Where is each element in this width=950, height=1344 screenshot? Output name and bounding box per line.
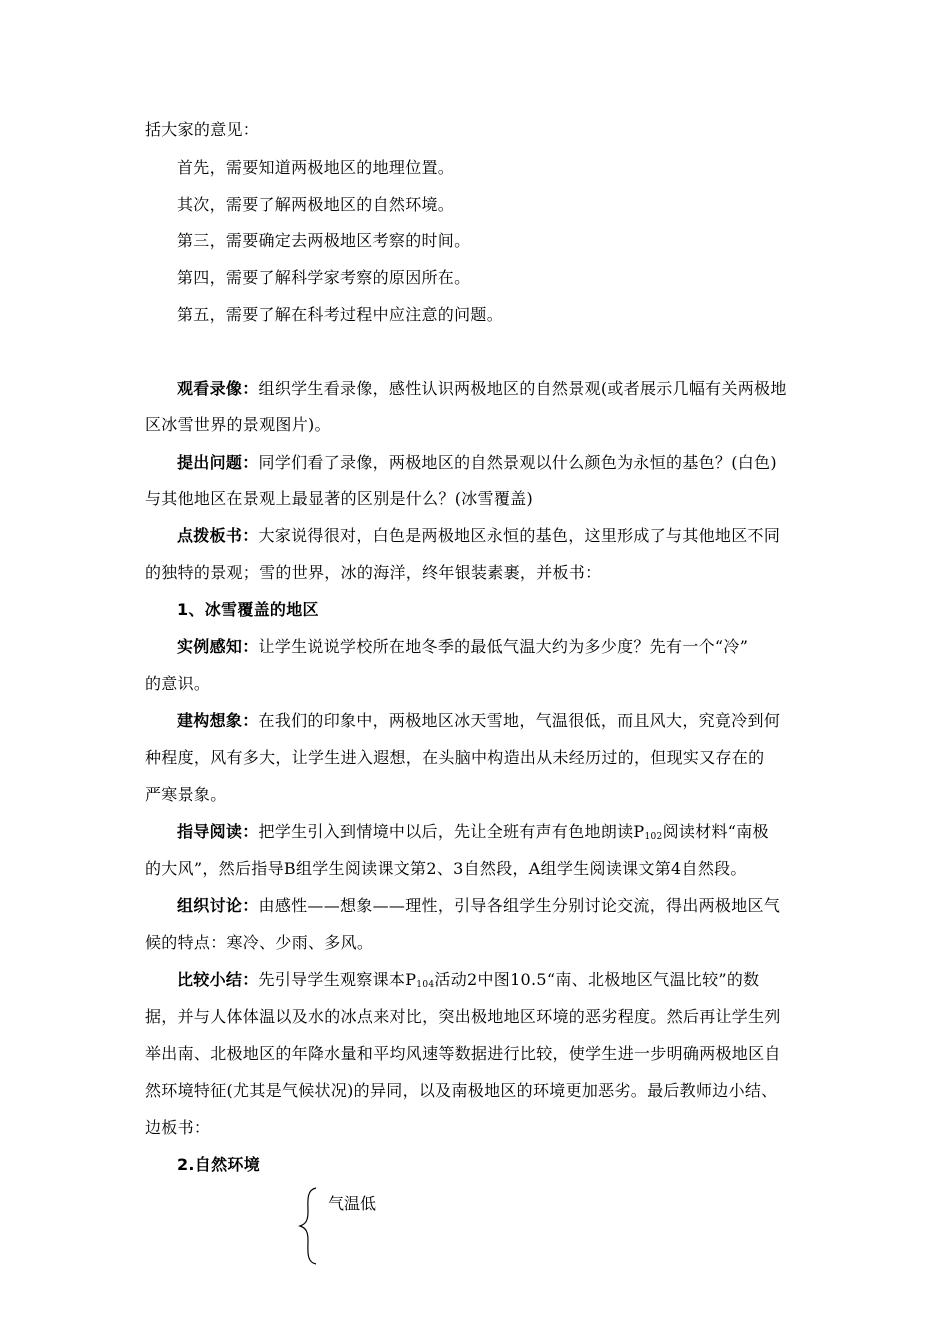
paragraph-text: 大家说得很对，白色是两极地区永恒的基色，这里形成了与其他地区不同 bbox=[258, 526, 781, 545]
paragraph-label: 提出问题： bbox=[177, 453, 259, 472]
paragraph-label: 建构想象： bbox=[177, 711, 259, 730]
text-line: 的意识。 bbox=[145, 674, 211, 693]
paragraph-text: 把学生引入到情境中以后，先让全班有声有色地朗读P bbox=[258, 822, 645, 841]
paragraph-label: 实例感知： bbox=[177, 637, 259, 656]
paragraph-imagine bbox=[177, 711, 780, 731]
paragraph-label: 指导阅读： bbox=[177, 822, 259, 841]
page-subscript: 102 bbox=[644, 832, 663, 842]
paragraph-text: 活动2中图10.5“南、北极地区气温比较”的数 bbox=[434, 970, 760, 989]
paragraph-text: 先引导学生观察课本P bbox=[258, 970, 417, 989]
text-line: 举出南、北极地区的年降水量和平均风速等数据进行比较，使学生进一步明确两极地区自 bbox=[145, 1044, 781, 1063]
text-line: 的大风”，然后指导B组学生阅读课文第2、3自然段，A组学生阅读课文第4自然段。 bbox=[145, 859, 747, 878]
text-line: 边板书： bbox=[145, 1118, 211, 1137]
paragraph-text: 由感性——想象——理性，引导各组学生分别讨论交流，得出两极地区气 bbox=[258, 896, 781, 915]
text-line: 第五，需要了解在科考过程中应注意的问题。 bbox=[177, 305, 504, 324]
section-heading: 1、冰雪覆盖的地区 bbox=[177, 600, 319, 619]
paragraph-label: 比较小结： bbox=[177, 970, 259, 989]
text-line: 第四，需要了解科学家考察的原因所在。 bbox=[177, 268, 471, 287]
text-line: 的独特的景观；雪的世界，冰的海洋，终年银装素裹，并板书： bbox=[145, 563, 602, 582]
brace-item: 气温低 bbox=[328, 1194, 377, 1213]
paragraph-text: 同学们看了录像，两极地区的自然景观以什么颜色为永恒的基色？(白色) bbox=[258, 453, 777, 472]
paragraph-read bbox=[177, 822, 769, 847]
text-line: 区冰雪世界的景观图片)。 bbox=[145, 415, 331, 434]
text-line: 种程度，风有多大，让学生进入遐想，在头脑中构造出从未经历过的，但现实又存在的 bbox=[145, 748, 765, 767]
text-line: 然环境特征(尤其是气候状况)的异同，以及南极地区的环境更加恶劣。最后教师边小结、 bbox=[145, 1081, 778, 1100]
text-line: 据，并与人体体温以及水的冰点来对比，突出极地地区环境的恶劣程度。然后再让学生列 bbox=[145, 1007, 781, 1026]
paragraph-discuss bbox=[177, 896, 780, 916]
page-subscript: 104 bbox=[416, 980, 435, 990]
text-line: 括大家的意见： bbox=[145, 120, 260, 139]
paragraph-text: 阅读材料“南极 bbox=[662, 822, 769, 841]
paragraph-guide bbox=[177, 526, 780, 546]
paragraph-ask bbox=[177, 453, 777, 473]
paragraph-label: 点拨板书： bbox=[177, 526, 259, 545]
text-line: 严寒景象。 bbox=[145, 785, 227, 804]
text-line: 第三，需要确定去两极地区考察的时间。 bbox=[177, 231, 471, 250]
paragraph-text: 在我们的印象中，两极地区冰天雪地，气温很低，而且风大，究竟冷到何 bbox=[258, 711, 781, 730]
paragraph-label: 观看录像： bbox=[177, 379, 259, 398]
text-line: 候的特点：寒冷、少雨、多风。 bbox=[145, 933, 374, 952]
paragraph-text: 组织学生看录像，感性认识两极地区的自然景观(或者展示几幅有关两极地 bbox=[258, 379, 787, 398]
paragraph-example bbox=[177, 637, 748, 657]
brace-icon bbox=[296, 1186, 320, 1266]
text-line: 首先，需要知道两极地区的地理位置。 bbox=[177, 158, 455, 177]
text-line: 其次，需要了解两极地区的自然环境。 bbox=[177, 195, 455, 214]
paragraph-watch bbox=[177, 379, 787, 399]
paragraph-summary bbox=[177, 970, 759, 995]
text-line: 与其他地区在景观上最显著的区别是什么？(冰雪覆盖) bbox=[145, 489, 533, 508]
paragraph-text: 让学生说说学校所在地冬季的最低气温大约为多少度？先有一个“冷” bbox=[258, 637, 749, 656]
paragraph-label: 组织讨论： bbox=[177, 896, 259, 915]
section-heading: 2.自然环境 bbox=[177, 1155, 261, 1174]
